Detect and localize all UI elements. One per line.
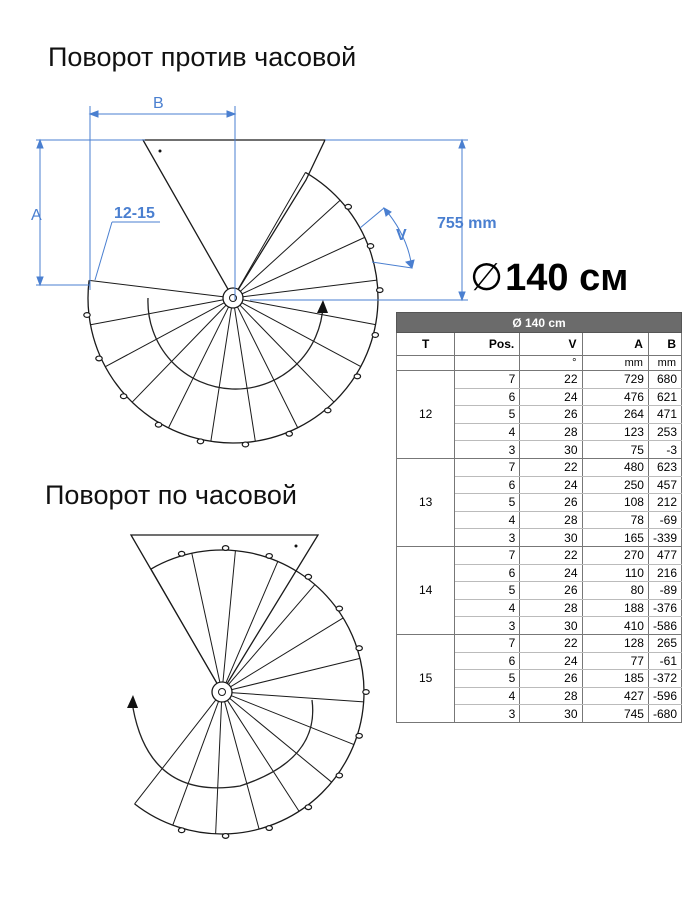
table-cell-b: 680 [648,371,681,389]
tread-line [90,300,224,325]
tread-line [227,700,299,812]
table-cell-v: 26 [520,670,582,688]
table-units-row [397,356,682,371]
table-cell-v: 22 [520,546,582,564]
tread-line [226,561,278,683]
table-cell-pos: 3 [455,617,520,635]
unit-a: mm [582,356,648,371]
dimension-b-label: B [153,95,164,112]
tread-line [224,701,259,829]
table-cell-pos: 3 [455,529,520,547]
table-cell-a: 270 [582,546,648,564]
baluster [120,394,126,399]
table-cell-pos: 3 [455,441,520,459]
table-cell-pos: 7 [455,458,520,476]
landing-marker-dot [159,150,162,153]
landing-platform [143,140,325,298]
dimension-range-label: 12-15 [114,205,155,222]
tread-line [231,693,364,702]
tread-line [229,698,332,782]
table-cell-b: -61 [648,652,681,670]
table-cell-b: -339 [648,529,681,547]
tread-line [211,307,232,441]
table-cell-a: 108 [582,494,648,512]
table-cell-t: 14 [397,546,455,634]
table-cell-a: 427 [582,687,648,705]
baluster [155,422,161,427]
dimension-v-label: V [396,227,407,244]
tread-line [238,172,306,290]
table-cell-a: 78 [582,511,648,529]
baluster [197,439,203,444]
table-cell-b: -372 [648,670,681,688]
col-header-a: A [582,333,648,356]
baluster [222,546,228,551]
unit-b: mm [648,356,681,371]
table-cell-a: 110 [582,564,648,582]
table-cell-a: 185 [582,670,648,688]
table-cell-pos: 5 [455,406,520,424]
table-cell-v: 24 [520,564,582,582]
table-cell-v: 22 [520,634,582,652]
tread-line [231,658,360,690]
baluster [354,374,360,379]
baluster [96,356,102,361]
baluster [336,606,342,611]
table-cell-t: 13 [397,458,455,546]
table-cell-b: -596 [648,687,681,705]
col-header-v: V [520,333,582,356]
baluster [356,646,362,651]
staircase-top-plan [84,140,383,447]
staircase-bottom-plan [127,535,369,838]
table-cell-pos: 7 [455,546,520,564]
col-header-b: B [648,333,681,356]
table-cell-t: 12 [397,371,455,459]
table-cell-b: 457 [648,476,681,494]
baluster [286,431,292,436]
tread-line [135,699,217,804]
table-cell-v: 26 [520,582,582,600]
table-cell-pos: 7 [455,634,520,652]
unit-t [397,356,455,371]
table-cell-b: 477 [648,546,681,564]
tread-line [237,306,298,428]
table-cell-a: 80 [582,582,648,600]
direction-arrow [317,300,328,313]
tread-line [241,237,365,294]
dimension-lines [36,106,468,300]
table-cell-a: 729 [582,371,648,389]
table-title: Ø 140 cm [397,313,682,333]
baluster [222,834,228,839]
table-cell-pos: 3 [455,705,520,723]
table-cell-a: 480 [582,458,648,476]
baluster [356,733,362,738]
table-cell-v: 28 [520,423,582,441]
table-cell-pos: 7 [455,371,520,389]
tread-line [242,300,376,325]
direction-arrow [127,695,138,708]
table-cell-v: 24 [520,652,582,670]
table-cell-a: 165 [582,529,648,547]
tread-line [228,585,315,686]
table-cell-pos: 6 [455,652,520,670]
table-cell-v: 26 [520,406,582,424]
tread-line [242,280,377,297]
baluster [178,828,184,833]
center-pole [223,288,243,308]
table-cell-b: -89 [648,582,681,600]
center-pole [212,682,232,702]
tread-line [234,307,255,441]
table-cell-v: 28 [520,687,582,705]
dimensions-table [396,312,682,723]
table-cell-pos: 4 [455,687,520,705]
table-cell-v: 28 [520,599,582,617]
baluster [178,551,184,556]
table-row [397,546,682,564]
table-row [397,458,682,476]
dimension-a-label: A [31,207,42,224]
baluster [363,690,369,695]
baluster [305,805,311,810]
table-cell-a: 123 [582,423,648,441]
baluster [325,408,331,413]
baluster [377,288,383,293]
diameter-symbol: ∅ [470,257,504,299]
col-header-t: T [397,333,455,356]
baluster [367,244,373,249]
table-cell-v: 30 [520,705,582,723]
table-cell-a: 745 [582,705,648,723]
table-cell-v: 30 [520,529,582,547]
baluster [336,773,342,778]
table-cell-b: 621 [648,388,681,406]
table-cell-v: 24 [520,476,582,494]
dimension-height-label: 755 mm [437,215,497,232]
tread-line [223,551,236,683]
table-cell-a: 77 [582,652,648,670]
col-header-pos: Pos. [455,333,520,356]
diameter-value: 140 см [505,257,629,299]
table-cell-b: 216 [648,564,681,582]
table-cell-a: 128 [582,634,648,652]
table-cell-a: 250 [582,476,648,494]
table-cell-v: 24 [520,388,582,406]
table-cell-b: -680 [648,705,681,723]
baluster [84,313,90,318]
table-cell-v: 26 [520,494,582,512]
table-cell-b: 265 [648,634,681,652]
table-cell-b: -376 [648,599,681,617]
table-cell-t: 15 [397,634,455,722]
table-cell-pos: 6 [455,476,520,494]
table-cell-b: 623 [648,458,681,476]
table-cell-a: 264 [582,406,648,424]
table-row [397,634,682,652]
table-cell-pos: 4 [455,599,520,617]
table-cell-pos: 5 [455,494,520,512]
tread-line [241,302,361,366]
table-cell-b: 212 [648,494,681,512]
title-clockwise: Поворот по часовой [45,480,297,510]
table-cell-pos: 6 [455,564,520,582]
table-cell-pos: 4 [455,423,520,441]
table-cell-b: 471 [648,406,681,424]
baluster [305,574,311,579]
unit-v: ° [520,356,582,371]
tread-line [105,302,225,366]
baluster [345,204,351,209]
tread-line [173,700,219,825]
unit-pos [455,356,520,371]
table-cell-a: 410 [582,617,648,635]
table-cell-pos: 4 [455,511,520,529]
tread-line [240,200,340,292]
table-cell-v: 30 [520,617,582,635]
diameter-label [470,255,628,300]
table-cell-pos: 6 [455,388,520,406]
baluster [266,826,272,831]
table-cell-v: 28 [520,511,582,529]
table-cell-v: 22 [520,458,582,476]
baluster [242,442,248,447]
table-cell-pos: 5 [455,582,520,600]
table-cell-a: 476 [582,388,648,406]
landing-marker-dot [295,545,298,548]
table-cell-b: -3 [648,441,681,459]
tread-line [216,701,222,834]
baluster [266,554,272,559]
table-cell-b: -69 [648,511,681,529]
tread-line [230,695,354,744]
baluster [372,333,378,338]
table-cell-pos: 5 [455,670,520,688]
tread-line [89,280,224,297]
table-cell-a: 75 [582,441,648,459]
table-header-row [397,333,682,356]
table-cell-v: 22 [520,371,582,389]
title-counterclockwise: Поворот против часовой [48,42,357,72]
tread-line [132,304,227,402]
table-cell-v: 30 [520,441,582,459]
table-cell-b: -586 [648,617,681,635]
table-row [397,371,682,389]
table-cell-b: 253 [648,423,681,441]
table-cell-a: 188 [582,599,648,617]
